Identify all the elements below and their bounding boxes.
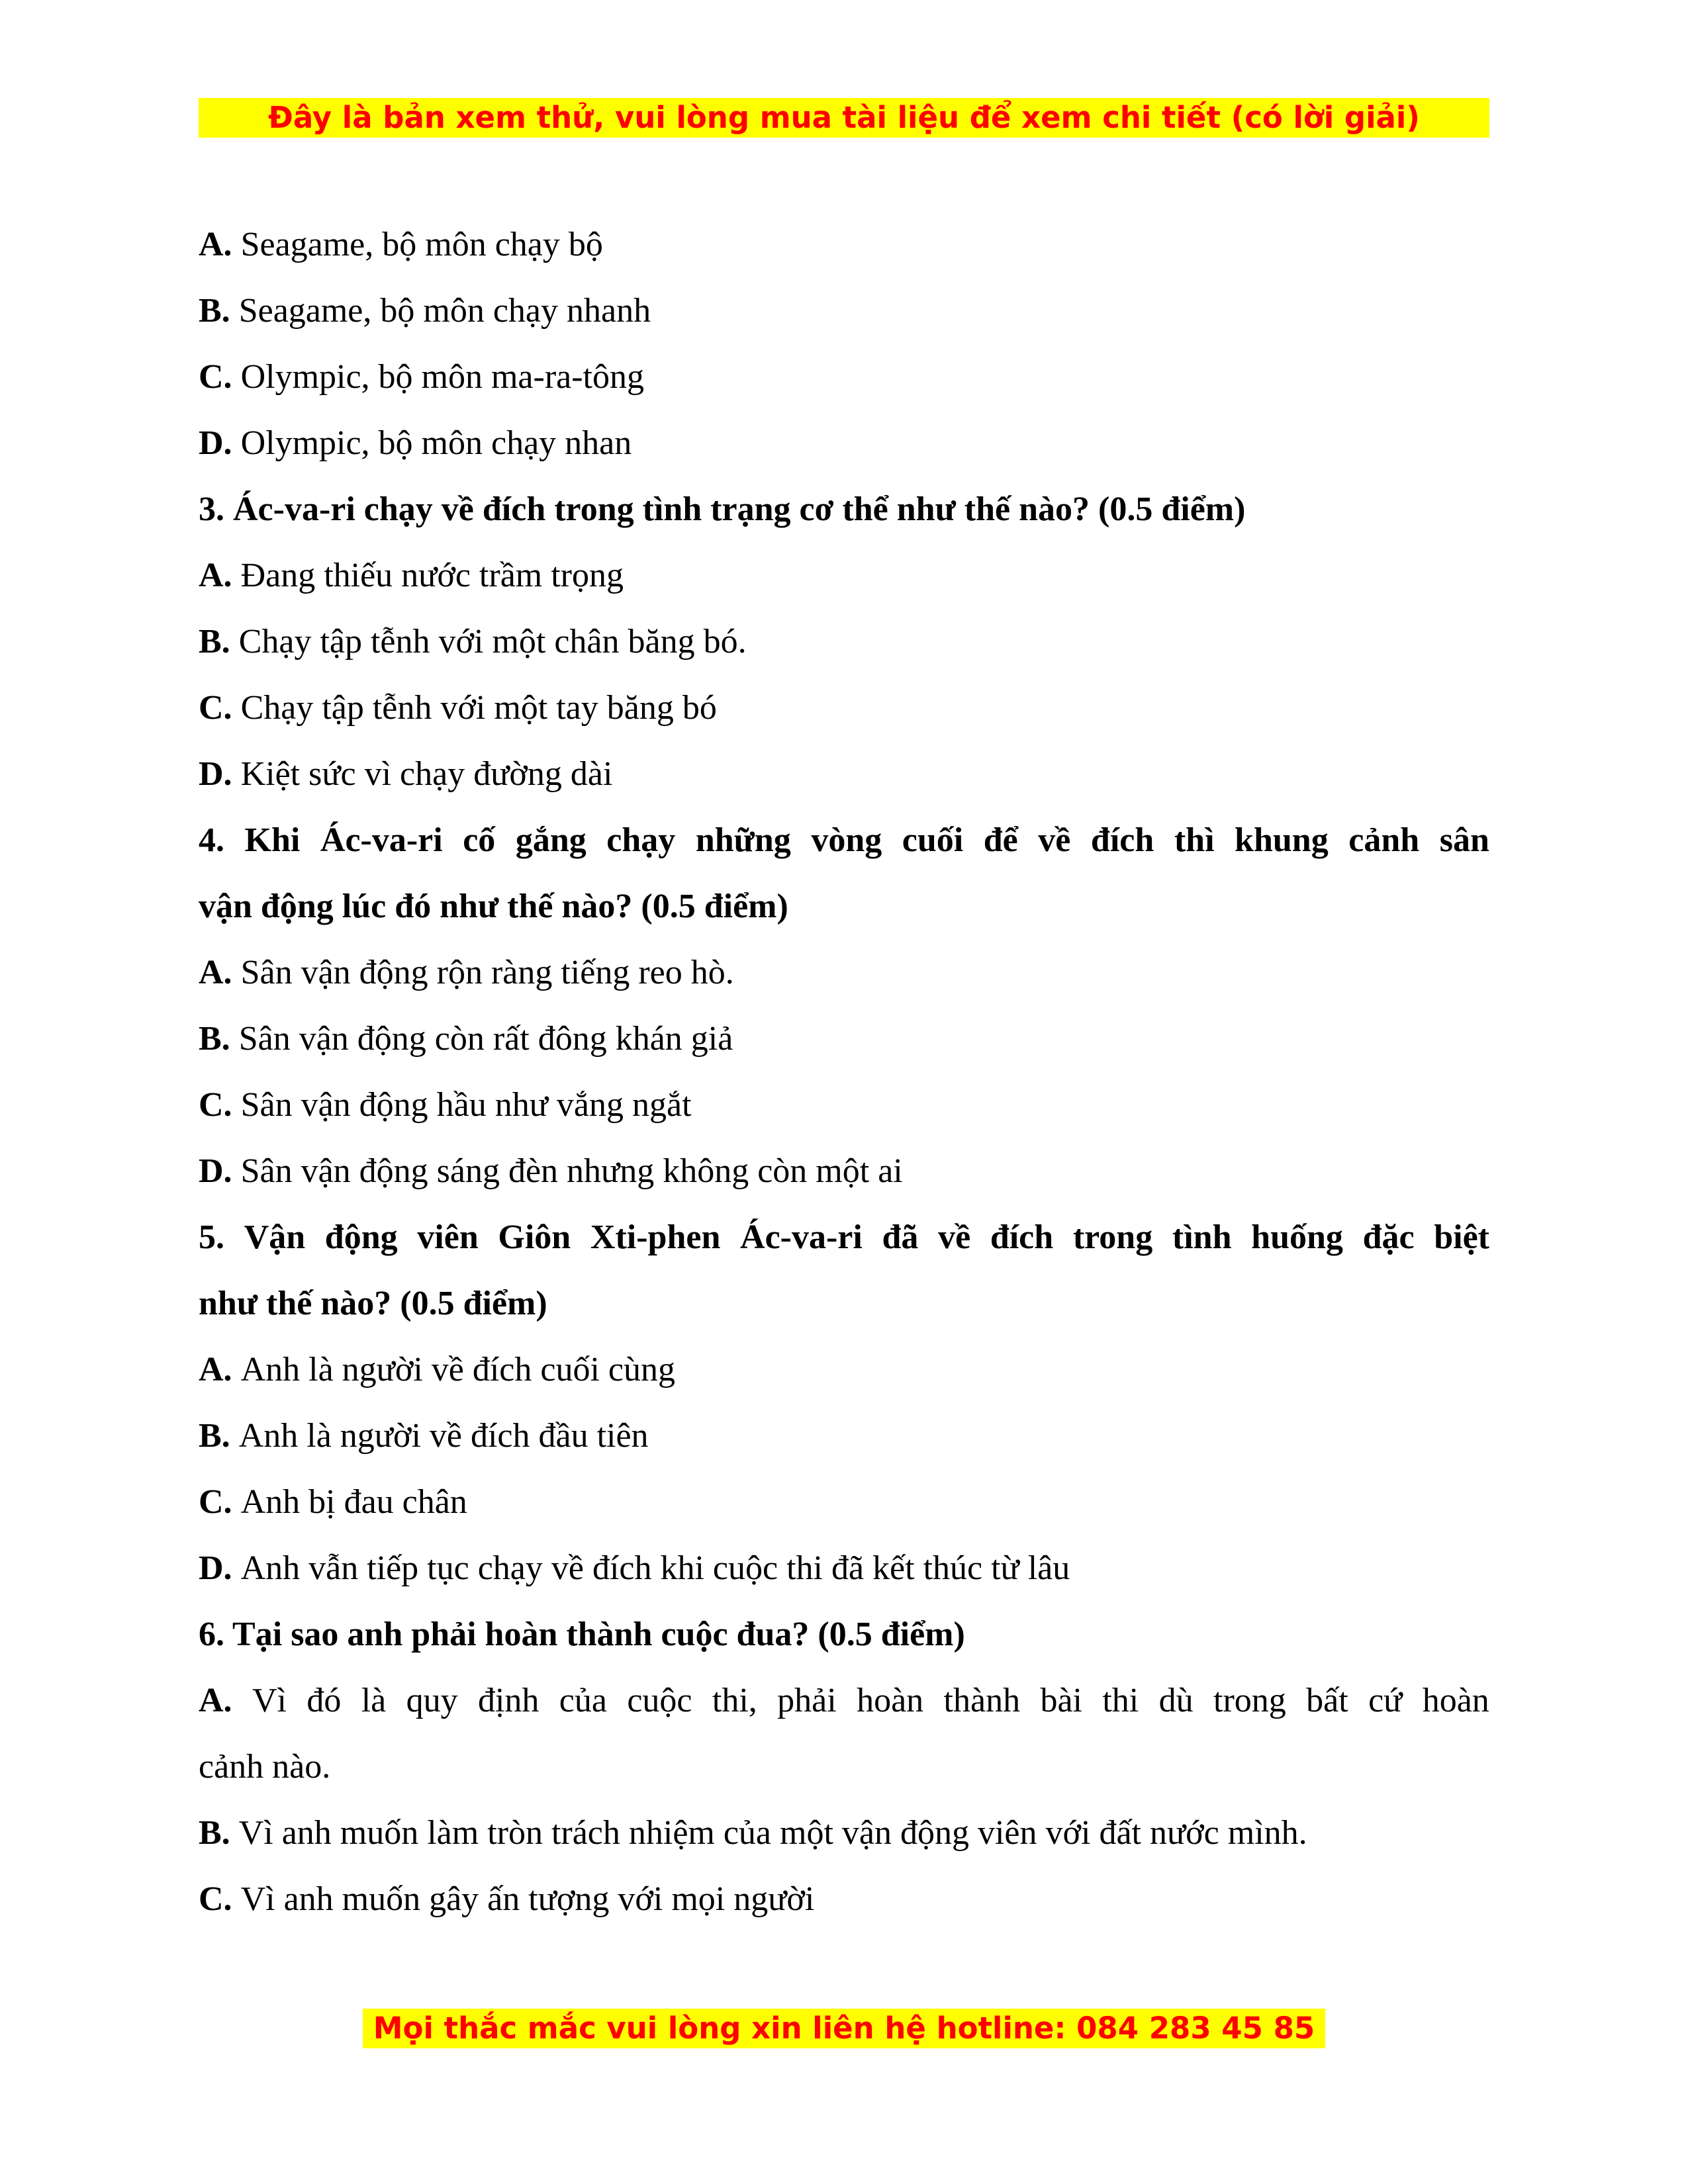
- option-text: Kiệt sức vì chạy đường dài: [240, 755, 613, 793]
- option-line: [199, 278, 1489, 344]
- option-text: Sân vận động rộn ràng tiếng reo hò.: [240, 954, 734, 991]
- word: đích: [1090, 821, 1154, 859]
- word: bất: [1306, 1682, 1348, 1719]
- word: khung: [1235, 821, 1329, 859]
- question-line: 6. Tại sao anh phải hoàn thành cuộc đua? (0.5 điểm): [199, 1615, 965, 1653]
- option-line: [199, 1668, 1489, 1734]
- word: cứ: [1368, 1682, 1403, 1719]
- option-line: [199, 1800, 1489, 1866]
- option-line: [199, 543, 1489, 609]
- word: 5.: [199, 1218, 224, 1256]
- option-line: [199, 344, 1489, 410]
- question-line: [199, 807, 1489, 874]
- question-line: 3. Ác-va-ri chạy về đích trong tình trạng cơ thể như thế nào? (0.5 điểm): [199, 490, 1246, 528]
- word: chạy: [606, 821, 676, 859]
- option-label: C.: [199, 358, 232, 396]
- option-label: A.: [199, 1351, 232, 1388]
- option-text: Seagame, bộ môn chạy bộ: [240, 226, 603, 263]
- word: Giôn: [498, 1218, 571, 1256]
- option-line: [199, 1535, 1489, 1602]
- option-line: [199, 410, 1489, 477]
- option-label: C.: [199, 1483, 232, 1521]
- option-line: [199, 609, 1489, 675]
- content-column: [199, 212, 1489, 1933]
- word: những: [695, 821, 791, 859]
- option-text: Chạy tập tễnh với một chân băng bó.: [238, 623, 747, 660]
- option-line: [199, 1072, 1489, 1138]
- option-label: A.: [199, 226, 232, 263]
- word: dù: [1158, 1682, 1194, 1719]
- option-label: B.: [199, 623, 230, 660]
- option-text: Sân vận động hầu như vắng ngắt: [240, 1086, 692, 1124]
- word: biệt: [1434, 1218, 1489, 1256]
- option-text: Sân vận động còn rất đông khán giả: [238, 1020, 733, 1058]
- word: Vận: [244, 1218, 306, 1256]
- option-label: C.: [199, 1880, 232, 1918]
- word: gắng: [515, 821, 586, 859]
- option-text: Chạy tập tễnh với một tay băng bó: [240, 689, 717, 727]
- word: cuộc: [627, 1682, 692, 1719]
- word: để: [983, 821, 1018, 859]
- word: về: [1038, 821, 1071, 859]
- option-text: Seagame, bộ môn chạy nhanh: [238, 292, 651, 330]
- word: thi,: [712, 1682, 757, 1719]
- option-label: B.: [199, 1417, 230, 1455]
- word: trong: [1072, 1218, 1153, 1256]
- option-text: Anh vẫn tiếp tục chạy về đích khi cuộc thi đã kết thúc từ lâu: [240, 1549, 1070, 1587]
- option-text: Olympic, bộ môn chạy nhan: [240, 424, 632, 462]
- word: Khi: [244, 821, 301, 859]
- word: tình: [1172, 1218, 1232, 1256]
- option-label: B.: [199, 292, 230, 330]
- option-line: [199, 212, 1489, 278]
- option-text: Sân vận động sáng đèn nhưng không còn một ai: [240, 1152, 903, 1190]
- word: Ác-va-ri: [320, 821, 443, 859]
- option-line: [199, 1403, 1489, 1469]
- word: về: [938, 1218, 971, 1256]
- hotline-banner: [363, 2009, 1325, 2048]
- preview-banner: [199, 98, 1489, 138]
- word: thành: [943, 1682, 1021, 1719]
- word: định: [477, 1682, 539, 1719]
- word: Vì: [252, 1682, 287, 1719]
- word: Ác-va-ri: [740, 1218, 863, 1256]
- question-line: vận động lúc đó như thế nào? (0.5 điểm): [199, 887, 788, 925]
- word: đã: [882, 1218, 919, 1256]
- word: hoàn: [857, 1682, 924, 1719]
- option-line: [199, 1866, 1489, 1933]
- option-label: C.: [199, 1086, 232, 1124]
- option-line: [199, 1337, 1489, 1403]
- option-label: D.: [199, 755, 232, 793]
- option-line: [199, 675, 1489, 741]
- option-label: C.: [199, 689, 232, 727]
- word: 4.: [199, 821, 224, 859]
- option-line: [199, 741, 1489, 807]
- word: quy: [406, 1682, 458, 1719]
- word: của: [559, 1682, 607, 1719]
- word: là: [361, 1682, 387, 1719]
- word: vòng: [811, 821, 882, 859]
- option-line: cảnh nào.: [199, 1748, 331, 1786]
- word: sân: [1439, 821, 1489, 859]
- option-text: Vì anh muốn gây ấn tượng với mọi người: [240, 1880, 815, 1918]
- option-line: [199, 1138, 1489, 1205]
- hotline-banner-row: [0, 2009, 1688, 2048]
- option-text: Vì anh muốn làm tròn trách nhiệm của một vận động viên với đất nước mình.: [238, 1814, 1307, 1852]
- word: đó: [306, 1682, 342, 1719]
- word: cuối: [902, 821, 964, 859]
- option-label: A.: [199, 954, 232, 991]
- word: hoàn: [1422, 1682, 1489, 1719]
- word: đặc: [1362, 1218, 1415, 1256]
- option-line: [199, 1006, 1489, 1072]
- option-text: Anh là người về đích cuối cùng: [240, 1351, 675, 1388]
- option-line: [199, 940, 1489, 1006]
- option-text: Anh là người về đích đầu tiên: [238, 1417, 649, 1455]
- preview-banner-text: Đây là bản xem thử, vui lòng mua tài liệu để xem chi tiết (có lời giải): [268, 100, 1420, 135]
- option-text: Anh bị đau chân: [240, 1483, 467, 1521]
- word: phải: [777, 1682, 837, 1719]
- word: thi: [1102, 1682, 1139, 1719]
- word: thì: [1174, 821, 1215, 859]
- option-line: [199, 1469, 1489, 1535]
- word: viên: [417, 1218, 479, 1256]
- word: động: [324, 1218, 398, 1256]
- word: bài: [1040, 1682, 1082, 1719]
- option-text: Đang thiếu nước trầm trọng: [240, 557, 624, 594]
- word: Xti-phen: [590, 1218, 721, 1256]
- word: huống: [1251, 1218, 1343, 1256]
- option-label: B.: [199, 1814, 230, 1852]
- option-label: D.: [199, 1152, 232, 1190]
- question-line: [199, 1205, 1489, 1271]
- option-text: Olympic, bộ môn ma-ra-tông: [240, 358, 644, 396]
- word: A.: [199, 1682, 232, 1719]
- option-label: B.: [199, 1020, 230, 1058]
- hotline-banner-text: Mọi thắc mắc vui lòng xin liên hệ hotline: 084 283 45 85: [373, 2011, 1315, 2046]
- option-label: D.: [199, 1549, 232, 1587]
- word: trong: [1213, 1682, 1286, 1719]
- option-label: A.: [199, 557, 232, 594]
- word: cảnh: [1348, 821, 1420, 859]
- word: đích: [990, 1218, 1054, 1256]
- word: cố: [463, 821, 496, 859]
- option-label: D.: [199, 424, 232, 462]
- question-line: như thế nào? (0.5 điểm): [199, 1285, 547, 1322]
